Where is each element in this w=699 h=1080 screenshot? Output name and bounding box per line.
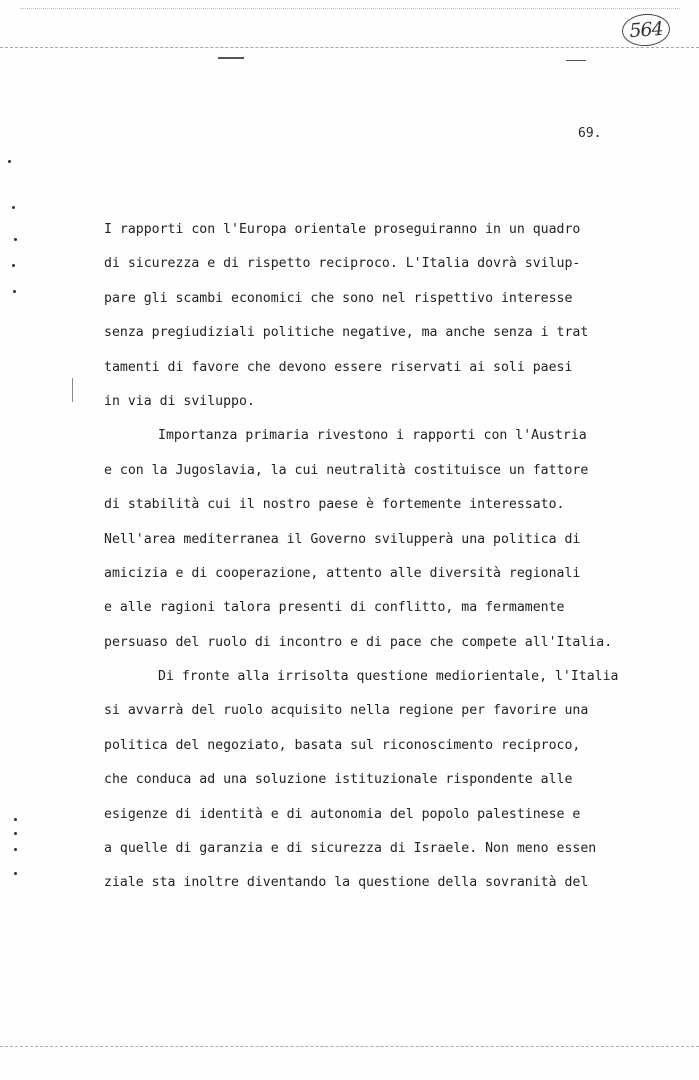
text-line: politica del negoziato, basata sul riconoscimento reciproco, bbox=[104, 737, 581, 753]
text-line: di stabilità cui il nostro paese è fortemente interessato. bbox=[104, 497, 565, 513]
text-line: tamenti di favore che devono essere riservati ai soli paesi bbox=[104, 359, 573, 375]
page-stamp: 564 bbox=[621, 12, 671, 47]
margin-speck bbox=[14, 238, 17, 241]
text-line: e con la Jugoslavia, la cui neutralità costituisce un fattore bbox=[104, 462, 589, 478]
bottom-rule bbox=[0, 1046, 699, 1047]
text-line: ziale sta inoltre diventando la questione della sovranità del bbox=[104, 875, 589, 891]
text-line: e alle ragioni talora presenti di conflitto, ma fermamente bbox=[104, 600, 565, 616]
margin-speck bbox=[14, 818, 17, 821]
margin-speck bbox=[14, 848, 17, 851]
page-number: 69. bbox=[578, 126, 602, 141]
scan-artifact-line bbox=[72, 378, 73, 402]
text-line: a quelle di garanzia e di sicurezza di Israele. Non meno essen bbox=[104, 841, 597, 857]
text-line: Nell'area mediterranea il Governo svilupperà una politica di bbox=[104, 531, 581, 547]
text-line: senza pregiudiziali politiche negative, ma anche senza i trat bbox=[104, 325, 589, 341]
scan-artifact-line bbox=[20, 8, 680, 9]
dash-mark bbox=[566, 60, 586, 61]
text-line: Di fronte alla irrisolta questione mediorientale, l'Italia bbox=[158, 669, 619, 685]
text-line: amicizia e di cooperazione, attento alle diversità regionali bbox=[104, 565, 581, 581]
margin-speck bbox=[12, 206, 15, 209]
text-line: che conduca ad una soluzione istituzionale rispondente alle bbox=[104, 772, 573, 788]
margin-speck bbox=[8, 160, 11, 163]
top-rule bbox=[0, 47, 699, 48]
text-line: si avvarrà del ruolo acquisito nella regione per favorire una bbox=[104, 703, 589, 719]
text-line: esigenze di identità e di autonomia del popolo palestinese e bbox=[104, 806, 581, 822]
margin-speck bbox=[14, 872, 17, 875]
text-line: in via di sviluppo. bbox=[104, 393, 255, 409]
margin-speck bbox=[12, 264, 15, 267]
text-line: di sicurezza e di rispetto reciproco. L'Italia dovrà svilup- bbox=[104, 256, 581, 272]
margin-speck bbox=[14, 832, 17, 835]
dash-mark bbox=[218, 57, 244, 59]
text-line: I rapporti con l'Europa orientale proseguiranno in un quadro bbox=[104, 222, 581, 237]
text-line: pare gli scambi economici che sono nel rispettivo interesse bbox=[104, 290, 573, 306]
body-text bbox=[104, 221, 684, 909]
margin-speck bbox=[13, 290, 16, 293]
text-line: persuaso del ruolo di incontro e di pace che compete all'Italia. bbox=[104, 634, 613, 650]
text-line: Importanza primaria rivestono i rapporti con l'Austria bbox=[158, 428, 587, 444]
